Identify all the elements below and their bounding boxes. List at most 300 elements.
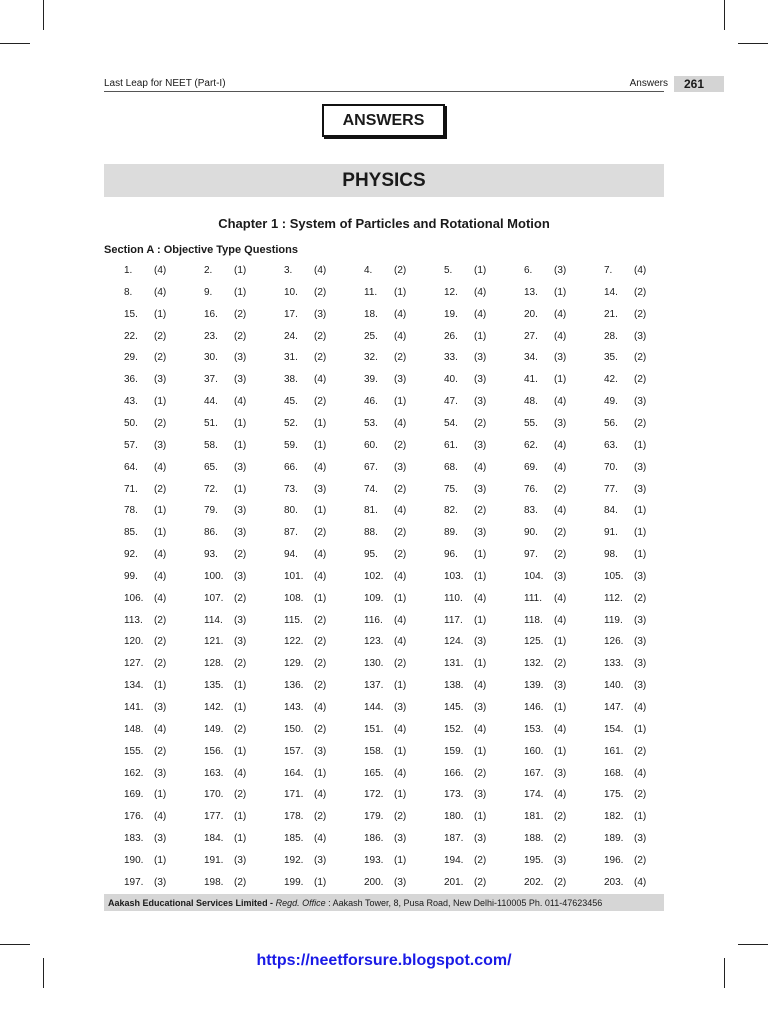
answer-option: (4) <box>154 811 167 823</box>
answer-option: (1) <box>634 549 647 561</box>
question-number: 123. <box>364 636 384 648</box>
answer-option: (2) <box>314 811 327 823</box>
answer-option: (4) <box>474 723 487 735</box>
answer-option: (3) <box>154 767 167 779</box>
question-number: 13. <box>524 286 538 298</box>
question-number: 161. <box>604 745 624 757</box>
answer-option: (2) <box>154 417 167 429</box>
answer-option: (3) <box>474 483 487 495</box>
question-number: 54. <box>444 417 458 429</box>
question-number: 91. <box>604 527 618 539</box>
answer-option: (1) <box>154 505 167 517</box>
question-number: 28. <box>604 330 618 342</box>
question-number: 142. <box>204 702 224 713</box>
section-title: Section A : Objective Type Questions <box>104 244 298 256</box>
question-number: 124. <box>444 636 464 648</box>
answer-option: (2) <box>474 417 487 429</box>
answer-option: (2) <box>314 396 327 408</box>
answer-option: (1) <box>314 592 327 604</box>
answer-option: (2) <box>474 854 487 866</box>
answer-option: (1) <box>554 702 567 713</box>
question-number: 8. <box>124 286 133 298</box>
question-number: 128. <box>204 658 224 670</box>
answer-option: (3) <box>554 767 567 779</box>
question-number: 111. <box>524 592 542 604</box>
question-number: 2. <box>204 265 213 276</box>
answer-option: (1) <box>234 417 247 429</box>
question-number: 154. <box>604 723 624 735</box>
answer-option: (1) <box>154 396 167 408</box>
question-number: 4. <box>364 265 373 276</box>
question-number: 116. <box>364 614 383 626</box>
question-number: 14. <box>604 286 618 298</box>
question-number: 52. <box>284 417 298 429</box>
answer-option: (3) <box>234 636 247 648</box>
book-title: Last Leap for NEET (Part-I) <box>104 78 226 89</box>
answer-option: (3) <box>154 439 167 451</box>
header-rule <box>104 91 664 92</box>
crop-mark <box>0 43 30 44</box>
question-number: 201. <box>444 876 464 888</box>
answer-option: (1) <box>154 680 167 692</box>
question-number: 164. <box>284 767 304 779</box>
crop-mark <box>724 0 725 30</box>
answer-option: (2) <box>554 527 567 539</box>
question-number: 199. <box>284 876 304 888</box>
answer-option: (3) <box>554 680 567 692</box>
answer-option: (1) <box>474 549 487 561</box>
question-number: 90. <box>524 527 538 539</box>
answer-option: (2) <box>394 549 407 561</box>
question-number: 179. <box>364 811 384 823</box>
question-number: 64. <box>124 461 138 473</box>
question-number: 197. <box>124 876 144 888</box>
answer-option: (3) <box>314 308 327 320</box>
answer-option: (1) <box>634 439 647 451</box>
answer-option: (4) <box>314 833 327 845</box>
question-number: 53. <box>364 417 378 429</box>
question-number: 167. <box>524 767 544 779</box>
question-number: 16. <box>204 308 218 320</box>
answer-option: (4) <box>554 330 567 342</box>
question-number: 180. <box>444 811 464 823</box>
answer-option: (4) <box>234 396 247 408</box>
answer-option: (3) <box>154 374 167 386</box>
answer-option: (1) <box>474 330 487 342</box>
question-number: 202. <box>524 876 544 888</box>
answer-option: (1) <box>554 745 567 757</box>
question-number: 189. <box>604 833 624 845</box>
answer-option: (2) <box>314 680 327 692</box>
answer-option: (2) <box>234 658 247 670</box>
answer-option: (3) <box>474 352 487 364</box>
answer-option: (2) <box>394 352 407 364</box>
question-number: 57. <box>124 439 138 451</box>
question-number: 162. <box>124 767 144 779</box>
question-number: 63. <box>604 439 618 451</box>
answer-option: (1) <box>234 745 247 757</box>
question-number: 60. <box>364 439 378 451</box>
answer-option: (3) <box>394 461 407 473</box>
answer-option: (4) <box>314 702 327 713</box>
answer-option: (1) <box>234 702 247 713</box>
answer-option: (2) <box>634 789 647 801</box>
answer-option: (4) <box>634 702 647 713</box>
answer-option: (3) <box>234 570 247 582</box>
answer-option: (2) <box>474 876 487 888</box>
answer-option: (4) <box>554 592 567 604</box>
question-number: 122. <box>284 636 304 648</box>
question-number: 18. <box>364 308 378 320</box>
question-number: 155. <box>124 745 144 757</box>
question-number: 193. <box>364 854 384 866</box>
answer-option: (4) <box>554 789 567 801</box>
answer-option: (2) <box>154 330 167 342</box>
answer-option: (1) <box>154 308 167 320</box>
answer-option: (3) <box>314 483 327 495</box>
question-number: 59. <box>284 439 298 451</box>
answer-option: (2) <box>234 308 247 320</box>
answer-option: (3) <box>554 570 567 582</box>
question-number: 159. <box>444 745 464 757</box>
question-number: 32. <box>364 352 378 364</box>
footer-address: : Aakash Tower, 8, Pusa Road, New Delhi-110005 Ph. 011-47623456 <box>328 897 603 908</box>
question-number: 58. <box>204 439 218 451</box>
question-number: 134. <box>124 680 144 692</box>
question-number: 132. <box>524 658 544 670</box>
answer-option: (3) <box>154 876 167 888</box>
answer-option: (4) <box>154 265 167 276</box>
question-number: 118. <box>524 614 543 626</box>
answer-option: (2) <box>154 636 167 648</box>
answer-option: (3) <box>474 396 487 408</box>
question-number: 38. <box>284 374 298 386</box>
answer-option: (4) <box>554 614 567 626</box>
answer-option: (4) <box>154 461 167 473</box>
question-number: 73. <box>284 483 298 495</box>
answer-option: (2) <box>394 658 407 670</box>
question-number: 151. <box>364 723 384 735</box>
answer-option: (3) <box>634 330 647 342</box>
answer-option: (2) <box>314 723 327 735</box>
question-number: 40. <box>444 374 458 386</box>
answer-option: (4) <box>394 308 407 320</box>
answer-option: (1) <box>394 592 407 604</box>
question-number: 83. <box>524 505 538 517</box>
answer-option: (2) <box>234 789 247 801</box>
answer-option: (4) <box>314 549 327 561</box>
answer-option: (1) <box>314 505 327 517</box>
question-number: 6. <box>524 265 533 276</box>
question-number: 88. <box>364 527 378 539</box>
question-number: 33. <box>444 352 458 364</box>
answer-option: (3) <box>234 461 247 473</box>
question-number: 112. <box>604 592 623 604</box>
answer-option: (3) <box>634 461 647 473</box>
question-number: 139. <box>524 680 544 692</box>
question-number: 104. <box>524 570 544 582</box>
footer-office-label: Regd. Office <box>275 897 326 908</box>
answer-option: (1) <box>474 811 487 823</box>
question-number: 97. <box>524 549 538 561</box>
answer-option: (2) <box>394 811 407 823</box>
question-number: 61. <box>444 439 458 451</box>
question-number: 125. <box>524 636 544 648</box>
question-number: 5. <box>444 265 453 276</box>
question-number: 66. <box>284 461 298 473</box>
answer-option: (1) <box>234 439 247 451</box>
answer-option: (3) <box>634 680 647 692</box>
question-number: 183. <box>124 833 144 845</box>
answer-option: (4) <box>554 308 567 320</box>
question-number: 127. <box>124 658 144 670</box>
answer-option: (3) <box>474 439 487 451</box>
question-number: 107. <box>204 592 224 604</box>
answer-option: (2) <box>394 483 407 495</box>
question-number: 3. <box>284 265 293 276</box>
question-number: 115. <box>284 614 303 626</box>
answer-option: (3) <box>394 702 407 713</box>
question-number: 114. <box>204 614 223 626</box>
answer-option: (4) <box>314 265 327 276</box>
answer-option: (2) <box>314 658 327 670</box>
answer-option: (2) <box>314 352 327 364</box>
answer-option: (4) <box>154 286 167 298</box>
question-number: 65. <box>204 461 218 473</box>
answer-option: (1) <box>394 789 407 801</box>
question-number: 44. <box>204 396 218 408</box>
answer-option: (4) <box>314 461 327 473</box>
answer-option: (1) <box>554 374 567 386</box>
answer-option: (2) <box>474 767 487 779</box>
answer-option: (4) <box>554 723 567 735</box>
answer-option: (1) <box>314 439 327 451</box>
answer-option: (4) <box>234 767 247 779</box>
question-number: 46. <box>364 396 378 408</box>
question-number: 126. <box>604 636 624 648</box>
answer-option: (1) <box>154 789 167 801</box>
question-number: 69. <box>524 461 538 473</box>
answer-option: (4) <box>154 723 167 735</box>
question-number: 178. <box>284 811 304 823</box>
answer-option: (3) <box>554 352 567 364</box>
answer-option: (2) <box>234 592 247 604</box>
answer-option: (3) <box>394 374 407 386</box>
answer-option: (3) <box>634 658 647 670</box>
question-number: 82. <box>444 505 458 517</box>
question-number: 92. <box>124 549 138 561</box>
answer-option: (1) <box>394 745 407 757</box>
answer-option: (2) <box>554 833 567 845</box>
question-number: 70. <box>604 461 618 473</box>
question-number: 196. <box>604 854 624 866</box>
answer-option: (4) <box>474 680 487 692</box>
answer-option: (4) <box>394 767 407 779</box>
question-number: 41. <box>524 374 538 386</box>
answer-option: (4) <box>394 417 407 429</box>
question-number: 98. <box>604 549 618 561</box>
question-number: 109. <box>364 592 384 604</box>
question-number: 10. <box>284 286 298 298</box>
answer-option: (2) <box>554 811 567 823</box>
answer-option: (3) <box>554 417 567 429</box>
answer-option: (4) <box>394 723 407 735</box>
question-number: 169. <box>124 789 144 801</box>
answer-option: (1) <box>474 570 487 582</box>
answer-option: (1) <box>634 811 647 823</box>
question-number: 15. <box>124 308 138 320</box>
crop-mark <box>43 0 44 30</box>
answer-option: (2) <box>634 374 647 386</box>
answer-option: (1) <box>474 658 487 670</box>
crop-mark <box>738 944 768 945</box>
subject-title: PHYSICS <box>104 164 664 197</box>
question-number: 194. <box>444 854 464 866</box>
question-number: 22. <box>124 330 138 342</box>
footer-company: Aakash Educational Services Limited - <box>108 897 274 908</box>
question-number: 77. <box>604 483 618 495</box>
question-number: 12. <box>444 286 458 298</box>
answer-option: (2) <box>554 658 567 670</box>
question-number: 140. <box>604 680 624 692</box>
answer-option: (4) <box>474 592 487 604</box>
question-number: 172. <box>364 789 384 801</box>
question-number: 95. <box>364 549 378 561</box>
question-number: 62. <box>524 439 538 451</box>
answer-option: (3) <box>234 374 247 386</box>
question-number: 48. <box>524 396 538 408</box>
crop-mark <box>0 944 30 945</box>
answer-option: (1) <box>554 636 567 648</box>
question-number: 121. <box>204 636 224 648</box>
question-number: 7. <box>604 265 613 276</box>
question-number: 67. <box>364 461 378 473</box>
answer-option: (4) <box>394 330 407 342</box>
blog-link[interactable]: https://neetforsure.blogspot.com/ <box>256 952 512 969</box>
answer-option: (1) <box>394 680 407 692</box>
answer-option: (3) <box>394 833 407 845</box>
answer-option: (3) <box>634 614 647 626</box>
answer-option: (3) <box>234 614 247 626</box>
question-number: 113. <box>124 614 143 626</box>
answer-option: (3) <box>634 570 647 582</box>
answer-option: (2) <box>234 549 247 561</box>
answer-option: (3) <box>314 854 327 866</box>
answer-option: (2) <box>314 614 327 626</box>
question-number: 203. <box>604 876 624 888</box>
question-number: 37. <box>204 374 218 386</box>
question-number: 108. <box>284 592 304 604</box>
question-number: 146. <box>524 702 544 713</box>
question-number: 186. <box>364 833 384 845</box>
question-number: 166. <box>444 767 464 779</box>
answer-option: (3) <box>554 854 567 866</box>
question-number: 177. <box>204 811 224 823</box>
answer-option: (1) <box>394 854 407 866</box>
answer-option: (2) <box>154 745 167 757</box>
question-number: 163. <box>204 767 224 779</box>
answer-option: (3) <box>474 789 487 801</box>
answer-option: (1) <box>154 854 167 866</box>
question-number: 174. <box>524 789 544 801</box>
question-number: 185. <box>284 833 304 845</box>
question-number: 176. <box>124 811 144 823</box>
question-number: 80. <box>284 505 298 517</box>
answer-option: (2) <box>634 308 647 320</box>
page-header-right <box>630 76 724 91</box>
answer-option: (4) <box>474 461 487 473</box>
question-number: 68. <box>444 461 458 473</box>
answer-option: (1) <box>474 265 487 276</box>
answer-option: (1) <box>234 680 247 692</box>
question-number: 150. <box>284 723 304 735</box>
question-number: 87. <box>284 527 298 539</box>
question-number: 79. <box>204 505 218 517</box>
answer-option: (2) <box>154 614 167 626</box>
question-number: 105. <box>604 570 624 582</box>
question-number: 55. <box>524 417 538 429</box>
question-number: 182. <box>604 811 624 823</box>
answer-option: (2) <box>154 483 167 495</box>
question-number: 50. <box>124 417 138 429</box>
answer-option: (2) <box>394 439 407 451</box>
answer-option: (4) <box>394 505 407 517</box>
question-number: 11. <box>364 286 378 298</box>
answer-option: (1) <box>234 833 247 845</box>
question-number: 56. <box>604 417 618 429</box>
question-number: 188. <box>524 833 544 845</box>
question-number: 149. <box>204 723 224 735</box>
answer-option: (2) <box>314 330 327 342</box>
question-number: 144. <box>364 702 384 713</box>
answer-option: (3) <box>634 483 647 495</box>
question-number: 24. <box>284 330 298 342</box>
answer-option: (2) <box>234 723 247 735</box>
crop-mark <box>738 43 768 44</box>
answer-option: (4) <box>474 286 487 298</box>
answer-option: (4) <box>554 439 567 451</box>
answer-option: (2) <box>234 876 247 888</box>
question-number: 76. <box>524 483 538 495</box>
answer-option: (2) <box>154 352 167 364</box>
question-number: 171. <box>284 789 304 801</box>
answer-option: (3) <box>314 745 327 757</box>
question-number: 160. <box>524 745 544 757</box>
answer-option: (2) <box>554 483 567 495</box>
question-number: 119. <box>604 614 623 626</box>
answer-option: (4) <box>154 549 167 561</box>
question-number: 158. <box>364 745 384 757</box>
answer-option: (4) <box>314 374 327 386</box>
answer-option: (4) <box>394 614 407 626</box>
question-number: 191. <box>204 854 224 866</box>
question-number: 195. <box>524 854 544 866</box>
answer-option: (1) <box>634 723 647 735</box>
question-number: 85. <box>124 527 138 539</box>
answer-option: (3) <box>234 505 247 517</box>
question-number: 157. <box>284 745 304 757</box>
question-number: 143. <box>284 702 304 713</box>
answer-option: (3) <box>234 527 247 539</box>
question-number: 43. <box>124 396 138 408</box>
question-number: 94. <box>284 549 298 561</box>
question-number: 75. <box>444 483 458 495</box>
answer-option: (4) <box>634 265 647 276</box>
question-number: 110. <box>444 592 463 604</box>
answer-option: (3) <box>474 702 487 713</box>
answer-option: (4) <box>314 789 327 801</box>
answer-option: (3) <box>234 352 247 364</box>
